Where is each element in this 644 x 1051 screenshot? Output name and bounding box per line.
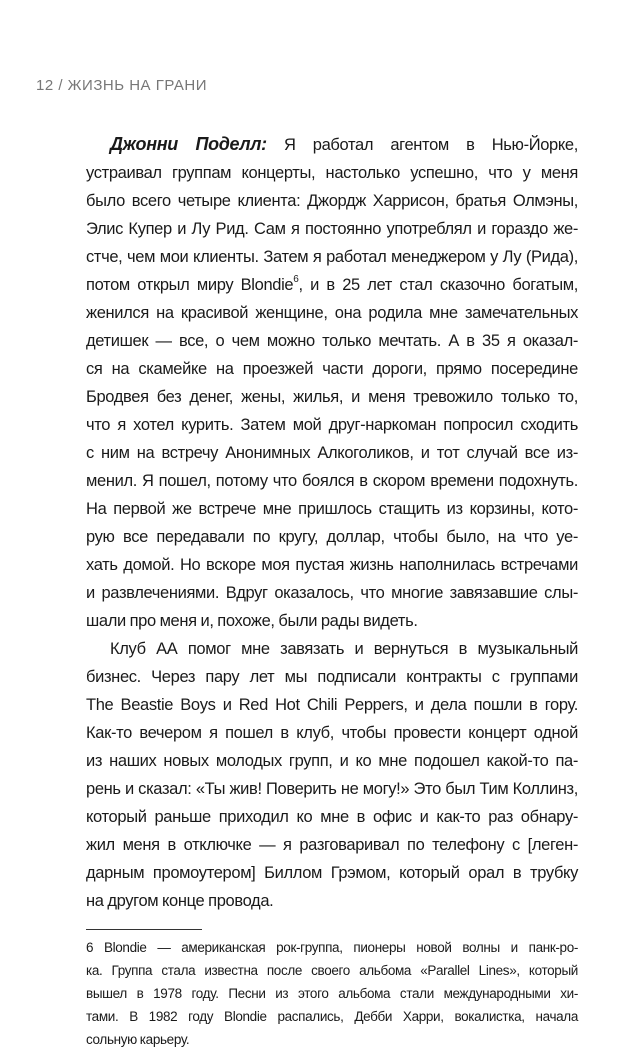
footnote-line: ка. Группа стала известна после своего альбома «Parallel Lines», который xyxy=(86,963,578,978)
running-head: 12 / ЖИЗНЬ НА ГРАНИ xyxy=(36,77,207,94)
text-line: ся на скамейке на проезжей части дороги, прямо посередине xyxy=(86,360,578,378)
footnotes xyxy=(86,936,578,1051)
footnote-line: 6 Blondie — американская рок-группа, пионеры новой волны и панк-ро- xyxy=(86,940,578,955)
text-line xyxy=(86,271,578,299)
text-line: на другом конце провода. xyxy=(86,892,274,910)
text-line: с ним на встречу Анонимных Алкоголиков, и тот случай все из- xyxy=(86,444,578,462)
text-line: Как-то вечером я пошел в клуб, чтобы провести концерт одной xyxy=(86,724,578,742)
text-line: Элис Купер и Лу Рид. Сам я постоянно употреблял и гораздо же- xyxy=(86,220,578,238)
text-line: и развлечениями. Вдруг оказалось, что многие завязавшие слы- xyxy=(86,584,578,602)
text-line: Клуб АА помог мне завязать и вернуться в музыкальный xyxy=(110,640,578,658)
text-line: Бродвея без денег, жены, жилья, и меня тревожило только то, xyxy=(86,388,578,406)
text-line: было всего четыре клиента: Джордж Харрисон, братья Олмэны, xyxy=(86,192,578,210)
text-line: менил. Я пошел, потому что боялся в скором времени подохнуть. xyxy=(86,472,578,490)
footnote-ref[interactable]: 6 xyxy=(293,274,299,285)
text-line: детишек — все, о чем можно только мечтать. А в 35 я оказал- xyxy=(86,332,578,350)
text-fragment: потом открыл миру Blondie xyxy=(86,276,294,294)
text-line: женился на красивой женщине, она родила мне замечательных xyxy=(86,304,578,322)
text-line xyxy=(86,130,578,159)
footnote-line: вышел в 1978 году. Песни из этого альбома стали международными хи- xyxy=(86,986,578,1001)
text-fragment: , и в 25 лет стал сказочно богатым, xyxy=(298,276,578,294)
footnote-divider xyxy=(86,929,202,930)
body-text xyxy=(86,130,578,915)
text-line: жил меня в отключке — я разговаривал по телефону с [леген- xyxy=(86,836,578,854)
text-line: что я хотел курить. Затем мой друг-наркоман попросил сходить xyxy=(86,416,578,434)
text-line: из наших новых молодых групп, и ко мне подошел какой-то па- xyxy=(86,752,578,770)
text-fragment: Я работал агентом в Нью-Йорке, xyxy=(266,136,578,154)
text-line: хать домой. Но вскоре моя пустая жизнь наполнилась встречами xyxy=(86,556,578,574)
text-line: шали про меня и, похоже, были рады видеть. xyxy=(86,612,418,630)
text-line: устраивал группам концерты, настолько успешно, что у меня xyxy=(86,164,578,182)
text-line: бизнес. Через пару лет мы подписали контракты с группами xyxy=(86,668,578,686)
text-line: рень и сказал: «Ты жив! Поверить не могу!» Это был Тим Коллинз, xyxy=(86,780,578,798)
text-line: рую все передавали по кругу, доллар, чтобы было, на что уе- xyxy=(86,528,578,546)
text-line: стче, чем мои клиенты. Затем я работал менеджером у Лу (Рида), xyxy=(86,248,578,266)
page xyxy=(36,76,578,1051)
text-line: The Beastie Boys и Red Hot Chili Peppers, и дела пошли в гору. xyxy=(86,696,578,714)
text-line: На первой же встрече мне пришлось стащить из корзины, кото- xyxy=(86,500,578,518)
text-line: дарным промоутером] Биллом Грэмом, который орал в трубку xyxy=(86,864,578,882)
speaker-name: Джонни Поделл: xyxy=(110,134,267,154)
footnote-line: тами. В 1982 году Blondie распались, Дебби Харри, вокалистка, начала xyxy=(86,1009,578,1024)
footnote-line: сольную карьеру. xyxy=(86,1032,190,1047)
text-line: который раньше приходил ко мне в офис и как-то раз обнару- xyxy=(86,808,578,826)
